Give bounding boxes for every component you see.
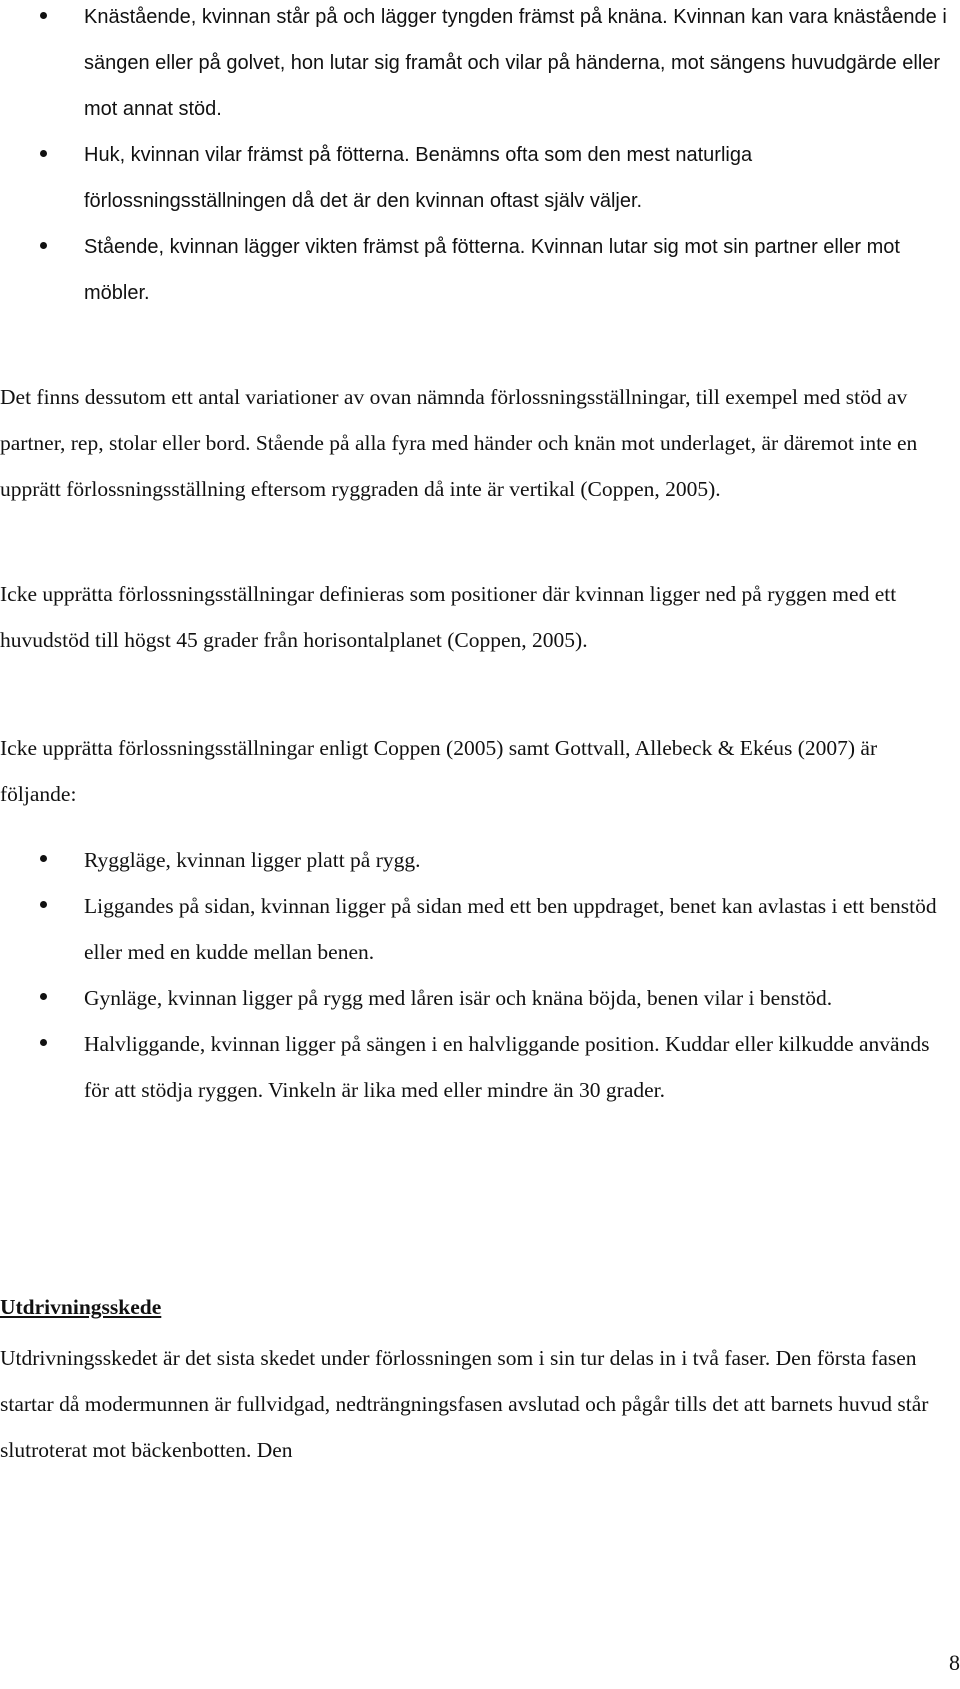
paragraph-expulsion-stage: Utdrivningsskedet är det sista skedet under förlossningen som i sin tur delas in i två faser. Den första fasen startar då modermunnen är fullvidgad, nedträngningsfasen avslutad och pågår tills det att barnets huvud står slutroterat mot bäckenbotten. Den [0,1346,929,1462]
list-item-text: Stående, kvinnan lägger vikten främst på fötterna. Kvinnan lutar sig mot sin partner eller mot möbler. [84,236,900,304]
bullet-icon [40,901,47,908]
list-item [40,883,955,975]
list-item-text: Huk, kvinnan vilar främst på fötterna. Benämns ofta som den mest naturliga förlossningsställningen då det är den kvinnan oftast själv väljer. [84,144,753,212]
paragraph-definition: Icke upprätta förlossningsställningar definieras som positioner där kvinnan ligger ned på ryggen med ett huvudstöd till högst 45 grader från horisontalplanet (Coppen, 2005). [0,582,897,652]
bullet-icon [40,150,47,157]
list-item [40,0,955,132]
page-number: 8 [949,1650,960,1675]
list-item-text: Ryggläge, kvinnan ligger platt på rygg. [84,848,421,872]
list-item [40,132,955,224]
bullet-icon [40,993,47,1000]
list-item-text: Halvliggande, kvinnan ligger på sängen i en halvliggande position. Kuddar eller kilkudde används för att stödja ryggen. Vinkeln är lika med eller mindre än 30 grader. [84,1032,930,1102]
bullet-icon [40,1039,47,1046]
bullet-icon [40,12,47,19]
non-upright-positions-list [40,837,955,1113]
list-item [40,224,955,316]
bullet-icon [40,242,47,249]
list-item [40,837,955,883]
upright-positions-list [40,0,955,316]
list-item [40,975,955,1021]
list-item-text: Liggandes på sidan, kvinnan ligger på sidan med ett ben uppdraget, benet kan avlastas i ett benstöd eller med en kudde mellan benen. [84,894,937,964]
bullet-icon [40,855,47,862]
paragraph-intro-list: Icke upprätta förlossningsställningar enligt Coppen (2005) samt Gottvall, Allebeck & Ekéus (2007) är följande: [0,736,878,806]
paragraph-variations: Det finns dessutom ett antal variationer av ovan nämnda förlossningsställningar, till exempel med stöd av partner, rep, stolar eller bord. Stående på alla fyra med händer och knän mot underlaget, är däremot inte en upprätt förlossningsställning eftersom ryggraden då inte är vertikal (Coppen, 2005). [0,385,918,501]
list-item-text: Knästående, kvinnan står på och lägger tyngden främst på knäna. Kvinnan kan vara knästående i sängen eller på golvet, hon lutar sig framåt och vilar på händerna, mot sängens huvudgärde eller mot annat stöd. [84,6,947,120]
list-item-text: Gynläge, kvinnan ligger på rygg med låren isär och knäna böjda, benen vilar i benstöd. [84,986,833,1010]
list-item [40,1021,955,1113]
section-heading: Utdrivningsskede [0,1295,162,1319]
